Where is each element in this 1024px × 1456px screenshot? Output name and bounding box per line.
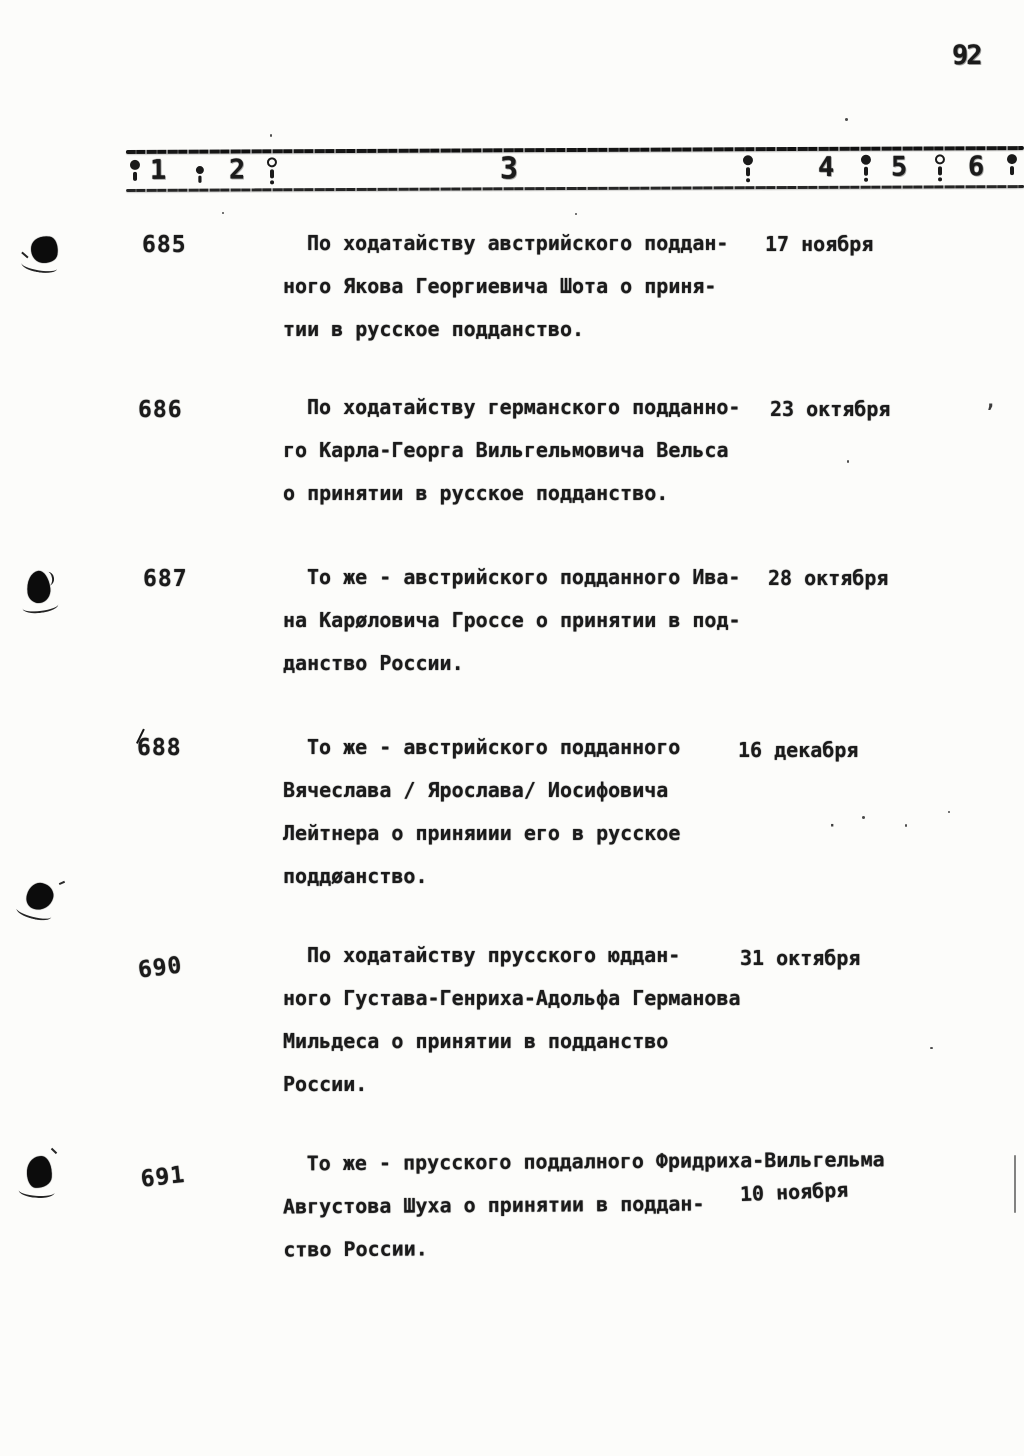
ruler-bottom-line bbox=[126, 185, 1024, 192]
register-entry bbox=[136, 934, 983, 1106]
entry-number: 690 bbox=[136, 952, 184, 984]
entry-line: То же - австрийского подданного bbox=[307, 735, 681, 759]
scan-mark: ’ bbox=[984, 400, 997, 424]
ruler-number-6: 6 bbox=[967, 151, 985, 183]
scan-mark: · bbox=[828, 818, 837, 834]
entry-number: 688 bbox=[137, 727, 182, 770]
entry-line: России. bbox=[283, 1072, 368, 1096]
entry-date: 16 декабря bbox=[738, 738, 859, 762]
register-entry bbox=[139, 1138, 984, 1272]
entry-date: 17 ноября bbox=[765, 232, 874, 256]
entry-number: 686 bbox=[138, 397, 183, 423]
entry-number: 685 bbox=[142, 232, 187, 258]
entry-line: тии в русское подданство. bbox=[283, 317, 585, 341]
entry-line: Мильдеса о принятии в подданство bbox=[283, 1029, 669, 1053]
entry-line: По ходатайству австрийского поддан- bbox=[307, 231, 729, 255]
scan-speck bbox=[222, 212, 224, 214]
entry-line: го Карла-Георга Вильгельмовича Вельса bbox=[283, 438, 729, 462]
ruler-number-5: 5 bbox=[890, 151, 908, 183]
entry-date: 10 ноября bbox=[739, 1177, 849, 1207]
ruler-number-1: 1 bbox=[149, 154, 167, 186]
ink-blot bbox=[24, 880, 56, 912]
entry-line: ство России. bbox=[283, 1236, 428, 1262]
entry-line: По ходатайству германского подданно- bbox=[307, 395, 741, 419]
entry-number: 691 bbox=[139, 1161, 187, 1193]
entry-line: Августова Шуха о принятии в поддан- bbox=[282, 1191, 705, 1219]
entry-line: ного Якова Георгиевича Шота о приня- bbox=[283, 274, 717, 298]
entry-line: То же - австрийского подданного Ива- bbox=[307, 565, 741, 589]
register-entry bbox=[137, 726, 983, 898]
ink-blot bbox=[29, 234, 60, 265]
scan-speck bbox=[905, 824, 907, 827]
ruler-tick bbox=[195, 166, 204, 193]
entry-number: 687 bbox=[143, 566, 188, 592]
entry-line: По ходатайству прусского юддан- bbox=[307, 943, 681, 967]
scan-speck bbox=[270, 134, 272, 137]
ruler-tick bbox=[742, 155, 753, 189]
entry-line: ного Густава-Генриха-Адольфа Германова bbox=[283, 986, 741, 1010]
ruler-tick bbox=[934, 154, 945, 188]
scan-speck bbox=[948, 811, 950, 813]
entry-date: 31 октября bbox=[740, 946, 861, 970]
scan-speck bbox=[847, 460, 849, 463]
ruler-tick bbox=[1006, 154, 1017, 188]
ruler-tick bbox=[129, 160, 140, 194]
ruler-top-line bbox=[126, 146, 1024, 154]
ink-blot bbox=[26, 1155, 53, 1189]
scan-speck bbox=[575, 213, 577, 215]
ruler-number-4: 4 bbox=[817, 151, 835, 183]
ruler bbox=[126, 139, 1024, 201]
register-entry bbox=[143, 556, 983, 685]
scan-speck bbox=[930, 1047, 933, 1049]
scan-speck bbox=[862, 816, 865, 819]
entry-date: 28 октября bbox=[768, 566, 889, 590]
entry-line: о принятии в русское подданство. bbox=[283, 481, 669, 505]
register-entry bbox=[138, 386, 983, 515]
scan-edge-shadow bbox=[1014, 1155, 1016, 1213]
entry-line: поддøанство. bbox=[283, 864, 428, 888]
ruler-number-3: 3 bbox=[499, 151, 519, 187]
entry-date: 23 октября bbox=[770, 397, 891, 421]
ruler-tick bbox=[266, 157, 277, 191]
ruler-number-2: 2 bbox=[228, 154, 246, 186]
ruler-tick bbox=[860, 155, 871, 189]
entry-line: данство России. bbox=[283, 651, 464, 675]
entry-line: Вячеслава / Ярослава/ Иосифовича bbox=[283, 778, 669, 802]
scan-speck bbox=[845, 118, 848, 121]
register-entry bbox=[142, 222, 983, 351]
entry-line: То же - прусского поддалного Фридриха-Вильгельма bbox=[306, 1147, 885, 1176]
ink-blot bbox=[25, 570, 52, 605]
page-number: 92 bbox=[952, 40, 981, 71]
entry-line: Лейтнера о приняиии его в русское bbox=[283, 821, 681, 845]
entry-line: на Карøловича Гроссе о принятии в под- bbox=[283, 608, 741, 632]
